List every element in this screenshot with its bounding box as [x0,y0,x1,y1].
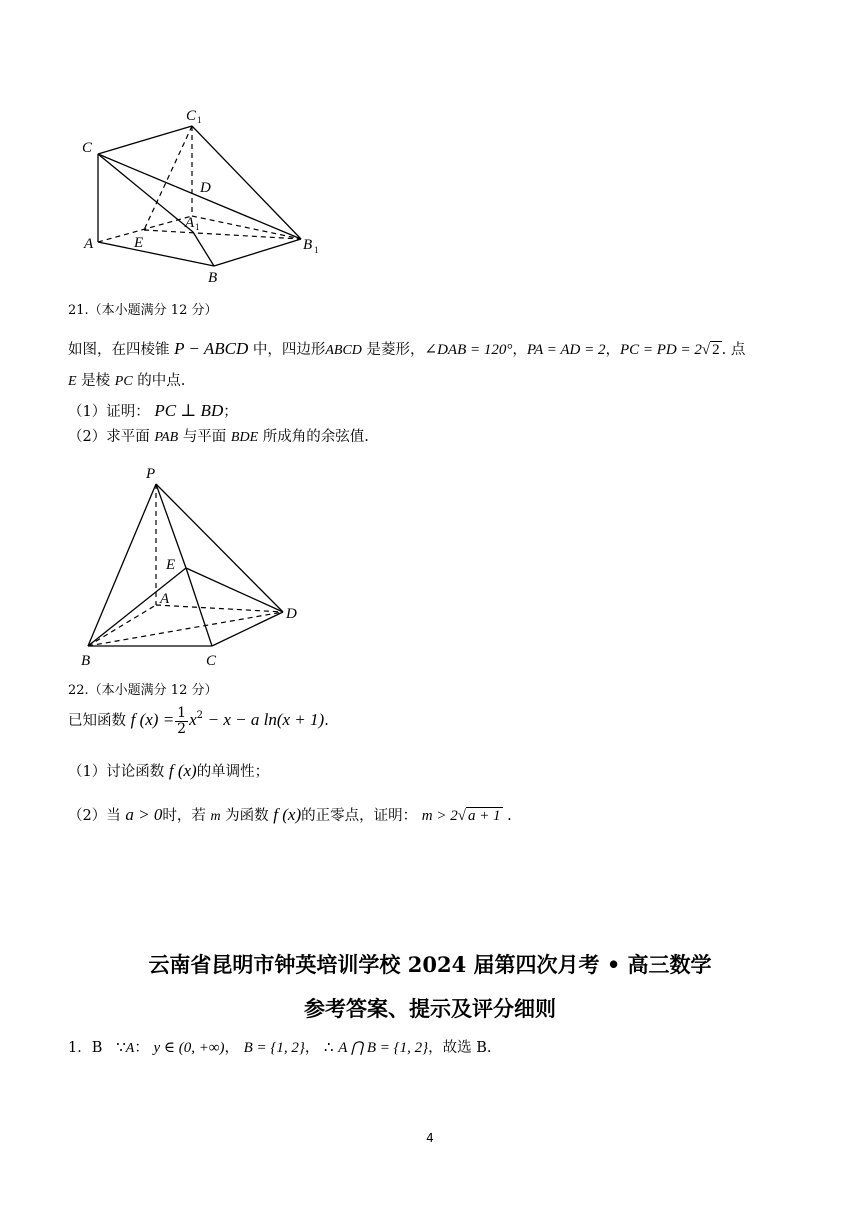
label-D2: D [286,606,297,622]
answer-1-num: 1．B [68,1040,103,1056]
q22-part1-label: （1）讨论函数 [68,764,165,780]
label-B1-sub: 1 [314,245,319,255]
q21-text: 所成角的余弦值. [262,429,369,445]
label-D: D [200,180,211,196]
label-A2: A [160,591,170,607]
q21-text: 的中点. [137,373,186,389]
q21-math-sqrt2: 2 [712,342,720,358]
q21-math-pc2: PC [114,374,133,389]
q22-text: 的单调性； [196,764,270,780]
label-A1: A [185,215,195,231]
q21-text: 如图，在四棱锥 [68,342,170,358]
answer-1-text: ： [134,1040,149,1056]
q22-math-sqrt: a + 1 [467,808,501,824]
label-P: P [146,466,156,482]
label-A: A [84,236,94,252]
q22-text: . [507,808,512,824]
q22-text: （2）当 [68,808,121,824]
q22-part1-fx: f (x) [168,761,197,780]
label-C1: C [186,108,197,124]
answer-1-math-y: y ∈ (0, +∞) [153,1040,225,1056]
answer-1-math-a: A [125,1041,135,1056]
q21-part2-label: （2）求平面 [68,429,150,445]
label-E: E [134,235,144,251]
label-C2: C [206,653,217,669]
q21-math-pyramid: P − ABCD [174,339,249,358]
q22-text: 为函数 [225,808,269,824]
answer-1-math-b: B = {1, 2} [243,1040,305,1056]
q21-text: ， [605,342,620,358]
answer-1 [68,1041,492,1056]
q22-text: 时，若 [162,808,206,824]
q22-text: . [324,713,329,730]
q21-math-abcd: ABCD [325,343,362,358]
label-B1: B [303,237,313,253]
q22-frac-num: 1 [177,705,187,721]
q21-line2 [68,374,185,389]
q22-part1 [68,762,269,780]
q21-part1 [68,402,238,420]
label-C1-sub: 1 [197,115,202,125]
answers-subtitle: 参考答案、提示及评分细则 [304,996,556,1021]
q21-part1-math: PC ⊥ BD [154,401,224,420]
answers-title: 云南省昆明市钟英培训学校 2024 届第四次月考 • 高三数学 [148,952,712,977]
q21-text: 与平面 [182,429,227,445]
q22-math-m: m [210,809,221,824]
label-C: C [82,140,93,156]
page-number: 4 [426,1131,434,1145]
q22-fraction [175,706,188,736]
answer-1-text: ， [304,1040,320,1056]
q22-text: 的正零点，证明： [301,808,418,824]
figure-pyramid [76,462,316,672]
answer-1-text: ，故选 B. [428,1040,492,1056]
label-B: B [208,270,218,284]
q21-math-e: E [68,374,77,389]
q22-math-m2: m > 2 [421,808,458,824]
q22-math-fx: f (x) = [130,710,175,730]
q21-text: 中，四边形 [252,342,326,358]
q22-header: 22.（本小题满分 12 分） [68,683,218,698]
q21-math-angle: ∠DAB = 120° [424,342,513,358]
q22-math-x: x [189,710,197,730]
figure-prism [76,104,326,284]
q22-line1 [68,706,329,736]
answer-1-text: ， [224,1040,240,1056]
label-B2: B [81,653,91,669]
label-A1-sub: 1 [195,222,200,232]
because-symbol: ∵ [116,1040,126,1056]
answer-1-math-intersection: A ⋂ B = {1, 2} [338,1040,429,1056]
q21-math-pa: PA = AD = 2 [526,342,606,358]
q21-text: . 点 [721,342,746,358]
q21-text: ； [223,404,238,420]
q22-part2-fx: f (x) [273,805,302,824]
q21-text: 是菱形， [366,342,425,358]
q21-math-pab: PAB [154,430,179,445]
q21-part1-label: （1）证明： [68,404,150,420]
q21-text: 是棱 [81,373,111,389]
q22-math-sup: 2 [196,710,204,722]
q22-frac-den: 2 [177,720,187,737]
q22-math-a: a > 0 [125,805,163,824]
q22-math-rest: − x − a ln(x + 1) [207,710,325,730]
q22-part2: （2）当 a > 0时，若 m 为函数 f (x)的正零点，证明： m > 2√ a + 1 . [68,805,512,824]
q21-text: ， [512,342,527,358]
q21-math-pc: PC = PD = 2 [619,342,702,358]
q21-line1: 如图，在四棱锥 P − ABCD 中，四边形ABCD 是菱形，∠DAB = 120°，PA = AD = 2，PC = PD = 2√ 2 . 点 [68,339,746,358]
therefore-symbol: ∴ [324,1040,334,1056]
q21-math-bde: BDE [230,430,259,445]
q21-header: 21.（本小题满分 12 分） [68,303,218,318]
label-E2: E [166,557,176,573]
q22-text: 已知函数 [68,713,126,730]
q21-part2 [68,430,369,445]
